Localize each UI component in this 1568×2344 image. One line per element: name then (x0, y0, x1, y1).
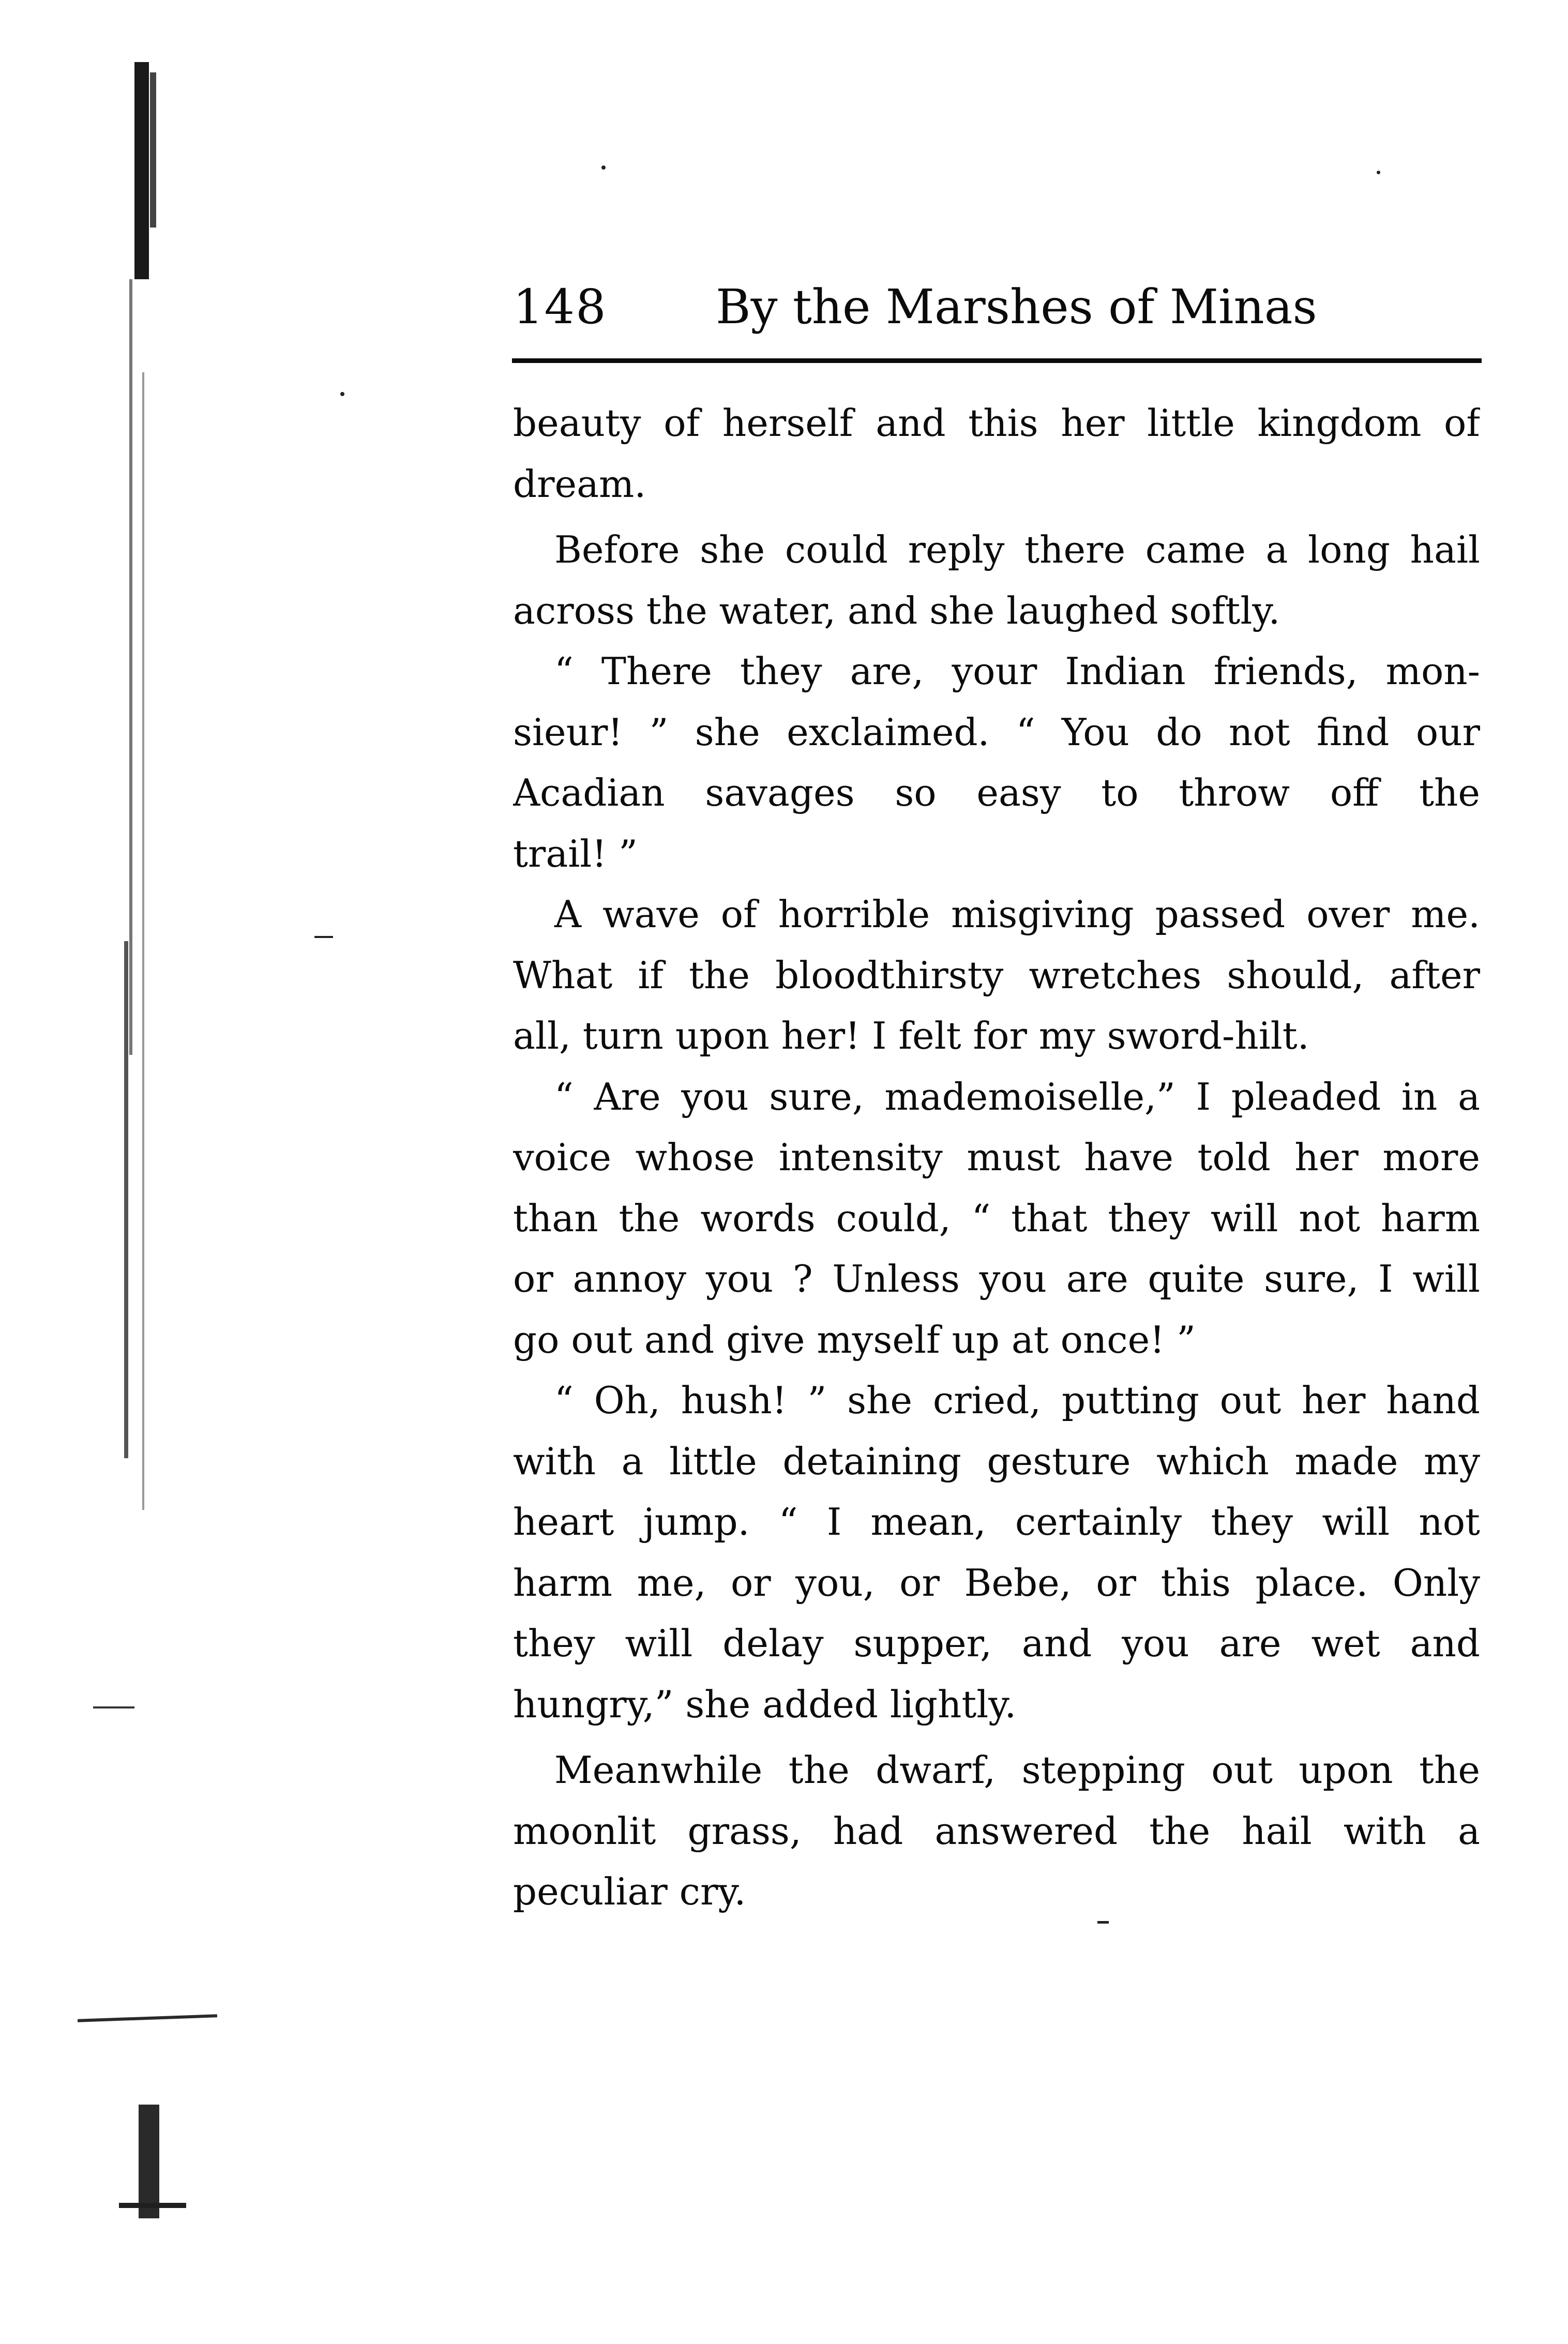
text-line: Acadian savages so easy to throw off the (513, 771, 1480, 814)
text-line: “ There they are, your Indian friends, mon- (554, 649, 1480, 693)
paragraph (513, 520, 1480, 641)
text-line: dream. (513, 462, 646, 506)
text-line: trail! ” (513, 831, 638, 875)
running-head-title: By the Marshes of Minas (716, 279, 1317, 335)
paragraph (513, 1740, 1480, 1923)
paragraph (513, 393, 1480, 515)
text-line: moonlit grass, had answered the hail with a (513, 1809, 1480, 1853)
text-line: A wave of horrible misgiving passed over me. (554, 893, 1480, 936)
header-rule (512, 358, 1482, 363)
text-line: beauty of herself and this her little kingdom of (513, 401, 1480, 445)
text-line: sieur! ” she exclaimed. “ You do not find our (513, 710, 1480, 754)
text-line: harm me, or you, or Bebe, or this place. Only (513, 1561, 1480, 1605)
text-line: heart jump. “ I mean, certainly they will not (513, 1500, 1480, 1544)
text-line: with a little detaining gesture which made my (513, 1439, 1480, 1483)
scan-speck (1377, 171, 1380, 174)
text-line: “ Oh, hush! ” she cried, putting out her hand (554, 1379, 1480, 1422)
text-line: go out and give myself up at once! ” (513, 1318, 1196, 1362)
scanned-binding-edge (78, 62, 233, 2224)
text-line: than the words could, “ that they will not harm (513, 1196, 1480, 1240)
text-line: they will delay supper, and you are wet and (513, 1622, 1480, 1665)
text-line: hungry,” she added lightly. (513, 1682, 1017, 1726)
paragraph (513, 1370, 1480, 1735)
paragraph (513, 1067, 1480, 1371)
text-line: peculiar cry. (513, 1870, 746, 1913)
text-line: all, turn upon her! I felt for my sword-hilt. (513, 1014, 1309, 1057)
paragraph (513, 884, 1480, 1067)
text-line: Before she could reply there came a long hail (554, 528, 1480, 571)
running-head (513, 269, 1480, 352)
page-number: 148 (513, 279, 607, 335)
text-line: “ Are you sure, mademoiselle,” I pleaded in a (554, 1075, 1480, 1118)
text-line: or annoy you ? Unless you are quite sure, I will (513, 1257, 1480, 1300)
text-line: voice whose intensity must have told her more (513, 1136, 1480, 1179)
scan-speck (601, 165, 606, 170)
text-line: Meanwhile the dwarf, stepping out upon the (554, 1748, 1480, 1792)
scan-speck (340, 392, 344, 396)
text-line: What if the bloodthirsty wretches should, after (513, 953, 1480, 997)
paragraph (513, 641, 1480, 884)
body-text (513, 393, 1480, 1923)
scan-speck (314, 936, 333, 938)
text-line: across the water, and she laughed softly. (513, 588, 1280, 632)
